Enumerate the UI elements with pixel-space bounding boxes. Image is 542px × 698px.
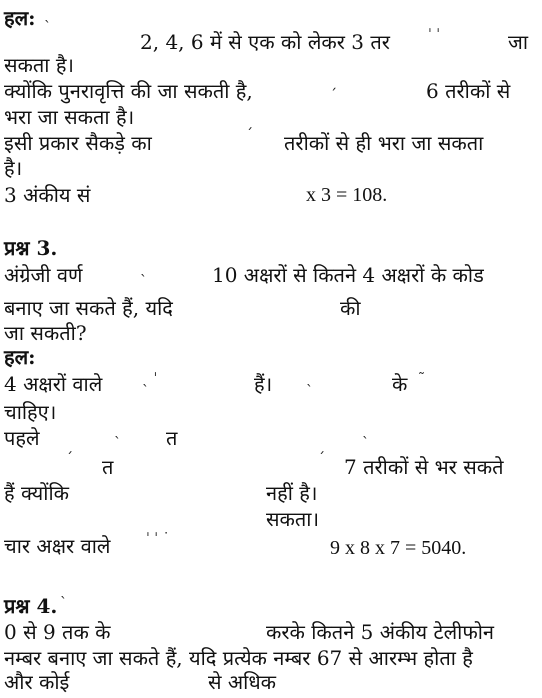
ink-mark: ˎ [114, 423, 121, 439]
ink-mark: ˎ [306, 371, 313, 387]
q3-line2: बनाए जा सकते हैं, यदि [4, 296, 173, 320]
solution-heading-3: हल: [4, 345, 36, 369]
ink-mark: ˈ ˈ ˙ [146, 531, 170, 547]
sol3-line7b: 9 x 8 x 7 = 5040. [330, 537, 467, 559]
sol1-line6: है। [4, 156, 23, 180]
question-heading-3: प्रश्न 3. [4, 236, 58, 260]
solution-heading-1: हल: [4, 6, 36, 30]
q4-line2: नम्बर बनाए जा सकते हैं, यदि प्रत्येक नम्बर 67 से आरम्भ होता है [4, 646, 473, 670]
ink-mark: ˜ [418, 371, 425, 387]
ink-mark: ˎ [140, 261, 147, 277]
sol1-line3: क्योंकि पुनरावृत्ति की जा सकती है, [4, 79, 253, 103]
ink-mark: ˈ ˈ [428, 27, 441, 43]
sol1-line1b: जा [508, 30, 529, 54]
sol3-line1c: के [392, 372, 408, 396]
sol3-line3: पहले [4, 426, 40, 450]
q4-line1b: करके कितने 5 अंकीय टेलीफोन [266, 620, 495, 644]
q3-line3: जा सकती? [4, 321, 87, 345]
ink-mark: ˎ [362, 423, 369, 439]
q4-line3: और कोई [4, 670, 70, 694]
ink-mark: ˊ [246, 127, 253, 143]
sol3-line7: चार अक्षर वाले [4, 534, 111, 558]
q3-line2b: की [340, 296, 361, 320]
ink-mark: ˎ [60, 583, 67, 599]
sol3-line3b: त [166, 426, 178, 450]
ink-mark: ˏ [330, 75, 337, 91]
sol3-line4b: 7 तरीकों से भर सकते [344, 455, 504, 479]
ink-mark: ˊ [66, 451, 73, 467]
sol1-line5: इसी प्रकार सैकड़े का [4, 131, 152, 155]
q3-line1: अंग्रेजी वर्ण [4, 263, 83, 287]
sol1-line2: सकता है। [4, 53, 75, 77]
ink-mark: ˎ [44, 7, 51, 23]
ink-mark: ˊ [318, 451, 325, 467]
sol3-line5: हैं क्योंकि [4, 481, 69, 505]
sol3-line1b: हैं। [254, 372, 273, 396]
q4-line3b: से अधिक [208, 670, 276, 694]
ink-mark: ˎ ˈ [142, 371, 158, 387]
q4-line1: 0 से 9 तक के [4, 620, 111, 644]
sol3-line1: 4 अक्षरों वाले [4, 372, 103, 396]
sol1-line1: 2, 4, 6 में से एक को लेकर 3 तर [140, 30, 390, 54]
sol3-line6: सकता। [266, 507, 320, 531]
sol1-line4: भरा जा सकता है। [4, 105, 135, 129]
sol1-line7: 3 अंकीय सं [4, 183, 91, 207]
sol1-line5b: तरीकों से ही भरा जा सकता [284, 131, 484, 155]
sol3-line5b: नहीं है। [266, 481, 318, 505]
sol1-line7b: x 3 = 108. [306, 184, 388, 206]
sol3-line2: चाहिए। [4, 400, 57, 424]
question-heading-4: प्रश्न 4. [4, 594, 58, 618]
sol3-line4: त [102, 455, 114, 479]
q3-line1b: 10 अक्षरों से कितने 4 अक्षरों के कोड [212, 263, 484, 287]
sol1-line3b: 6 तरीकों से [426, 79, 511, 103]
